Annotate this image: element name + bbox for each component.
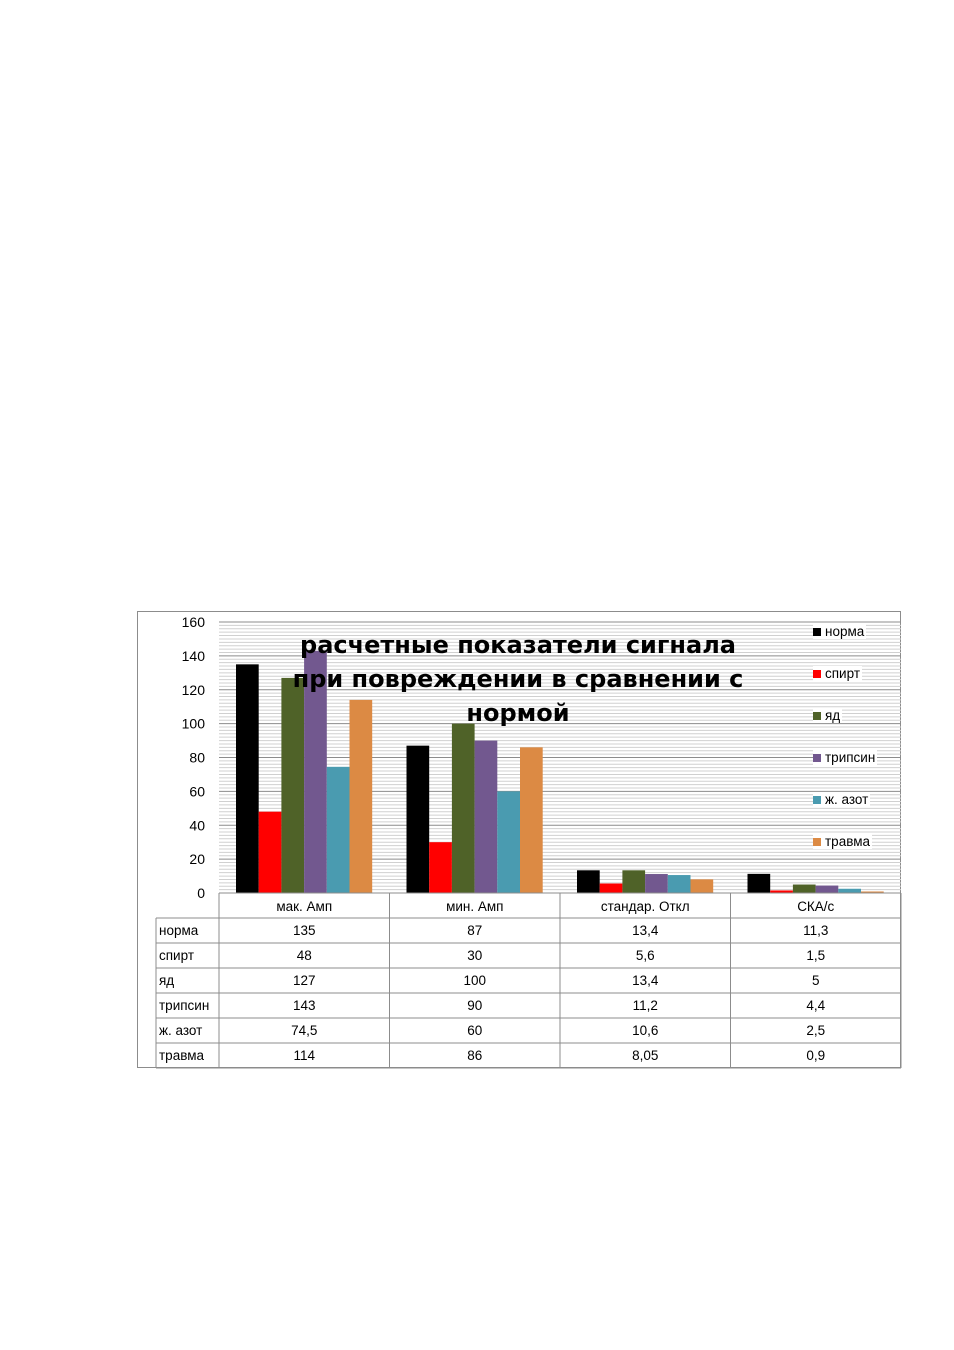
bar [497,791,520,893]
x-tick-label: стандар. Откл [600,899,690,914]
data-label: 90 [467,998,483,1013]
data-label: 1,5 [806,948,826,963]
y-tick-label: 20 [189,851,205,868]
data-label: 60 [467,1023,483,1038]
bar [577,870,600,893]
y-tick-label: 140 [181,647,205,664]
data-label: 11,2 [632,998,658,1013]
y-tick-label: 80 [189,749,205,766]
data-label: 5 [811,973,820,988]
bar [452,724,475,893]
legend-item [813,750,877,765]
bar [327,767,350,893]
x-tick-label: мак. Амп [276,899,333,914]
data-label: 30 [467,948,483,963]
data-label: 114 [293,1048,316,1063]
bar [645,874,668,893]
legend-item [813,624,866,639]
legend-swatch [813,796,821,804]
data-label: 48 [296,948,312,963]
data-label: 87 [467,923,483,938]
bar [748,874,771,893]
data-label: 74,5 [291,1023,318,1038]
data-label: 8,05 [632,1048,659,1063]
x-tick-label: мин. Амп [446,899,504,914]
table-row-label: норма [159,923,199,938]
data-label: 0,9 [806,1048,826,1063]
data-label: 4,4 [806,998,826,1013]
legend-swatch [813,754,821,762]
data-label: 10,6 [632,1023,659,1038]
legend-item [813,666,862,681]
bar [429,842,452,893]
bar [600,884,623,893]
data-label: 86 [467,1048,483,1063]
data-label: 5,6 [635,948,655,963]
data-label: 135 [292,923,316,938]
x-tick-label: СКА/с [797,899,835,914]
data-label: 13,4 [632,923,659,938]
bar [622,870,645,893]
legend-label: яд [825,708,841,723]
bar [838,889,861,893]
legend-label: спирт [825,666,860,681]
data-label: 2,5 [806,1023,826,1038]
chart-svg [138,612,902,1069]
legend-label: норма [825,624,865,639]
bar [816,886,839,893]
legend-label: трипсин [825,750,876,765]
bar [281,678,304,893]
bar [407,746,430,893]
y-tick-label: 120 [181,681,205,698]
bar [350,700,373,893]
bar [236,664,259,893]
legend-item [813,792,870,807]
data-label: 11,3 [803,923,829,938]
data-label: 143 [292,998,316,1013]
bar [259,812,282,893]
table-row-label: ж. азот [159,1023,203,1038]
y-tick-label: 60 [189,783,205,800]
legend-label: ж. азот [825,792,869,807]
data-label: 13,4 [632,973,659,988]
bar [304,651,327,893]
legend-swatch [813,628,821,636]
legend-swatch [813,838,821,846]
bar [793,885,816,893]
legend-swatch [813,670,821,678]
legend-item [813,834,872,849]
table-row-label: яд [159,973,175,988]
y-tick-label: 40 [189,817,205,834]
data-label: 127 [292,973,316,988]
legend-item [813,708,842,723]
chart-frame [137,611,901,1068]
table-row-label: трипсин [159,998,210,1013]
bar [520,747,543,893]
legend-label: травма [825,834,871,849]
bar [475,741,498,893]
table-row-label: травма [159,1048,205,1063]
y-tick-label: 100 [181,715,205,732]
bar [691,879,714,893]
y-tick-label: 0 [197,885,205,901]
chart-title: расчетные показатели сигнала при повреждении в сравнении с нормой [292,631,744,727]
y-tick-label: 160 [181,614,205,630]
bar [668,875,691,893]
data-label: 100 [463,973,487,988]
legend-swatch [813,712,821,720]
table-row-label: спирт [159,948,194,963]
